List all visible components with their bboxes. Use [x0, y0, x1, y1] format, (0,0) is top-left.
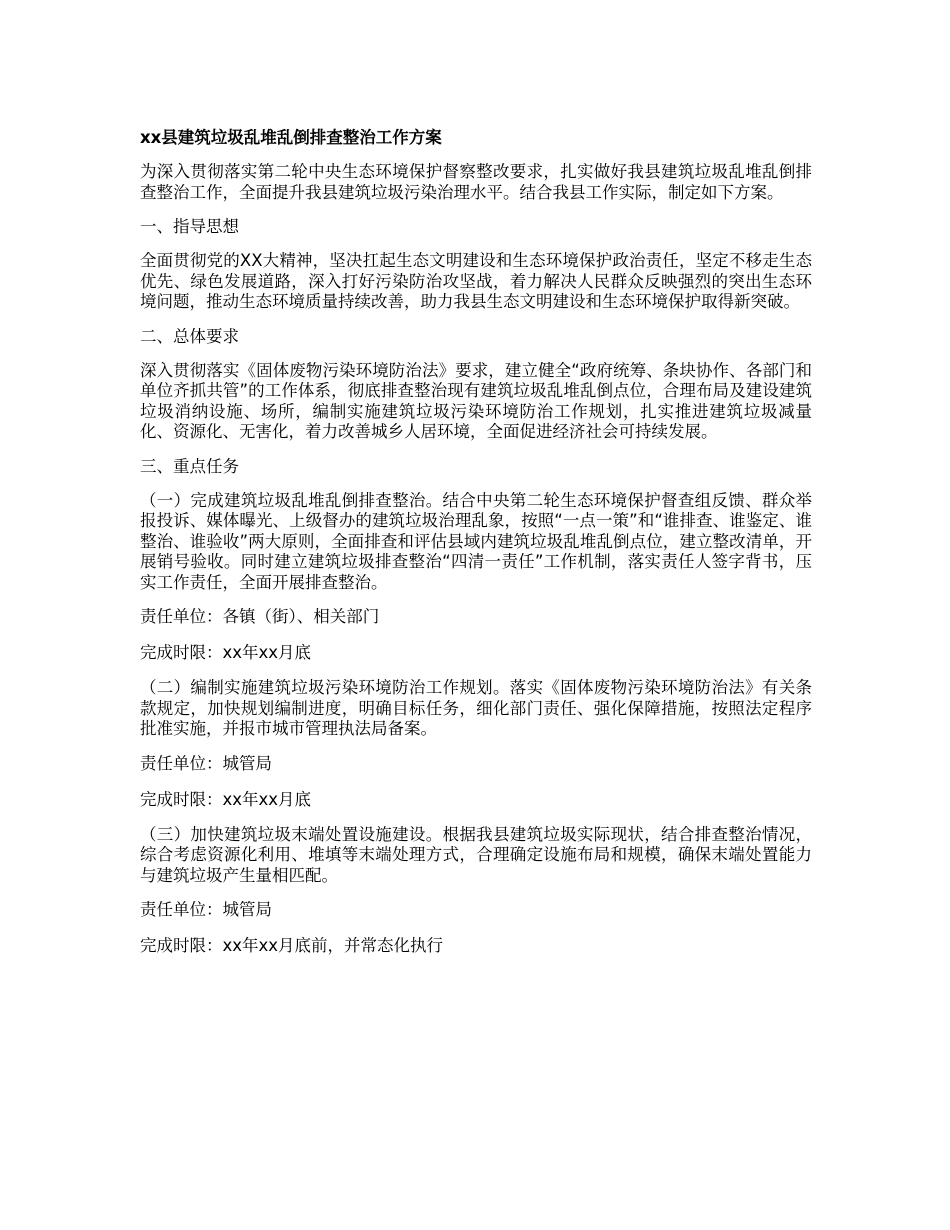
task-1-responsible-unit: 责任单位：各镇（街）、相关部门 [140, 607, 380, 626]
intro-paragraph: 为深入贯彻落实第二轮中央生态环境保护督察整改要求，扎实做好我县建筑垃圾乱堆乱倒排查整治工作，全面提升我县建筑垃圾污染治理水平。结合我县工作实际，制定如下方案。 [140, 162, 812, 202]
section-heading-key-tasks: 三、重点任务 [140, 456, 239, 476]
section-heading-guiding-ideology: 一、指导思想 [140, 217, 239, 236]
task-3-deadline: 完成时限：xx年xx月底前，并常态化执行 [140, 936, 444, 955]
section-heading-general-requirements: 二、总体要求 [140, 326, 239, 346]
document-page [140, 126, 812, 971]
section-body-guiding-ideology: 全面贯彻党的XX大精神，坚决扛起生态文明建设和生态环境保护政治责任，坚定不移走生态优先、绿色发展道路，深入打好污染防治攻坚战，着力解决人民群众反映强烈的突出生态环境问题，推动生态环境质量持续改善，助力我县生态文明建设和生态环境保护取得新突破。 [140, 251, 812, 311]
task-2-responsible-unit: 责任单位：城管局 [140, 753, 272, 773]
task-2-paragraph: （二）编制实施建筑垃圾污染环境防治工作规划。落实《固体废物污染环境防治法》有关条款规定，加快规划编制进度，明确目标任务，细化部门责任、强化保障措施，按照法定程序批准实施，并报市城市管理执法局备案。 [140, 678, 812, 738]
section-body-general-requirements: 深入贯彻落实《固体废物污染环境防治法》要求，建立健全“政府统筹、条块协作、各部门和单位齐抓共管”的工作体系，彻底排查整治现有建筑垃圾乱堆乱倒点位，合理布局及建设建筑垃圾消纳设施、场所，编制实施建筑垃圾污染环境防治工作规划，扎实推进建筑垃圾减量化、资源化、无害化，着力改善城乡人居环境，全面促进经济社会可持续发展。 [140, 360, 812, 441]
task-1-paragraph: （一）完成建筑垃圾乱堆乱倒排查整治。结合中央第二轮生态环境保护督查组反馈、群众举报投诉、媒体曝光、上级督办的建筑垃圾治理乱象，按照“一点一策”和“谁排查、谁鉴定、谁整治、谁验收”两大原则，全面排查和评估县域内建筑垃圾乱堆乱倒点位，建立整改清单，开展销号验收。同时建立建筑垃圾排查整治“四清一责任”工作机制，落实责任人签字背书，压实工作责任，全面开展排查整治。 [140, 490, 812, 592]
task-2-deadline: 完成时限：xx年xx月底 [140, 789, 312, 809]
task-3-paragraph: （三）加快建筑垃圾末端处置设施建设。根据我县建筑垃圾实际现状，结合排查整治情况，综合考虑资源化利用、堆填等末端处理方式，合理确定设施布局和规模，确保末端处置能力与建筑垃圾产生量相匹配。 [140, 824, 812, 885]
document-title: xx县建筑垃圾乱堆乱倒排查整治工作方案 [140, 128, 442, 147]
task-3-responsible-unit: 责任单位：城管局 [140, 900, 272, 919]
task-1-deadline: 完成时限：xx年xx月底 [140, 643, 312, 662]
